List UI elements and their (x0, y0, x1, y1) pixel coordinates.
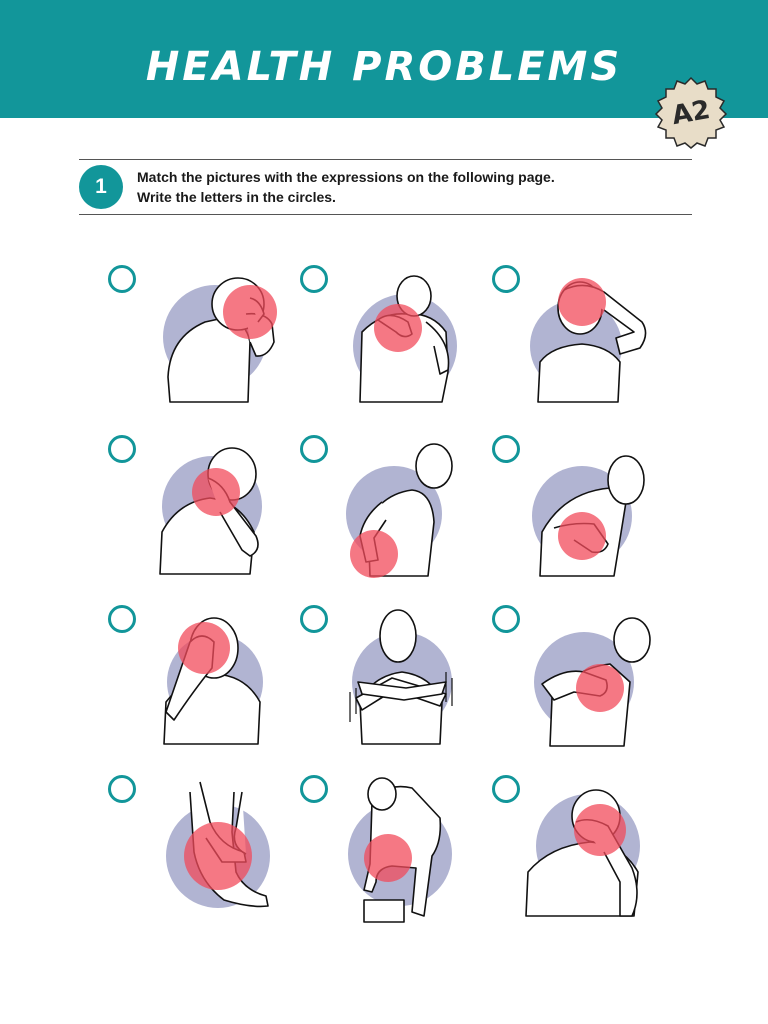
instruction-text (137, 167, 555, 207)
picture-1 (150, 262, 280, 412)
answer-circle-1[interactable] (108, 265, 136, 293)
headache-icon (534, 262, 664, 412)
ear-pain-icon (150, 262, 280, 412)
picture-10 (150, 772, 280, 922)
page-title: HEALTH PROBLEMS (145, 44, 623, 90)
neck-pain-icon (150, 432, 280, 582)
answer-circle-2[interactable] (300, 265, 328, 293)
toothache-icon (534, 772, 664, 922)
answer-circle-6[interactable] (492, 435, 520, 463)
picture-4 (150, 432, 280, 582)
picture-6 (534, 432, 664, 582)
instruction-line-1: Match the pictures with the expressions on the following page. (137, 169, 555, 185)
answer-circle-7[interactable] (108, 605, 136, 633)
level-badge-text: A2 (669, 94, 713, 132)
shivering-icon (342, 602, 472, 752)
picture-8 (342, 602, 472, 752)
answer-circle-12[interactable] (492, 775, 520, 803)
answer-circle-8[interactable] (300, 605, 328, 633)
picture-9 (534, 602, 664, 752)
answer-circle-11[interactable] (300, 775, 328, 803)
picture-3 (534, 262, 664, 412)
shoulder-pain-icon (342, 262, 472, 412)
answer-circle-3[interactable] (492, 265, 520, 293)
answer-circle-4[interactable] (108, 435, 136, 463)
stomach-ache-icon (534, 432, 664, 582)
picture-11 (342, 772, 472, 922)
picture-7 (150, 602, 280, 752)
instruction-box (79, 159, 692, 215)
picture-5 (342, 432, 472, 582)
picture-2 (342, 262, 472, 412)
back-pain-icon (342, 432, 472, 582)
picture-12 (534, 772, 664, 922)
answer-circle-10[interactable] (108, 775, 136, 803)
knee-pain-icon (342, 772, 472, 922)
chest-pain-icon (534, 602, 664, 752)
eye-pain-icon (150, 602, 280, 752)
instruction-line-2: Write the letters in the circles. (137, 189, 336, 205)
exercise-number: 1 (79, 165, 123, 209)
level-badge (652, 76, 730, 150)
ankle-pain-icon (150, 772, 280, 922)
answer-circle-9[interactable] (492, 605, 520, 633)
answer-circle-5[interactable] (300, 435, 328, 463)
